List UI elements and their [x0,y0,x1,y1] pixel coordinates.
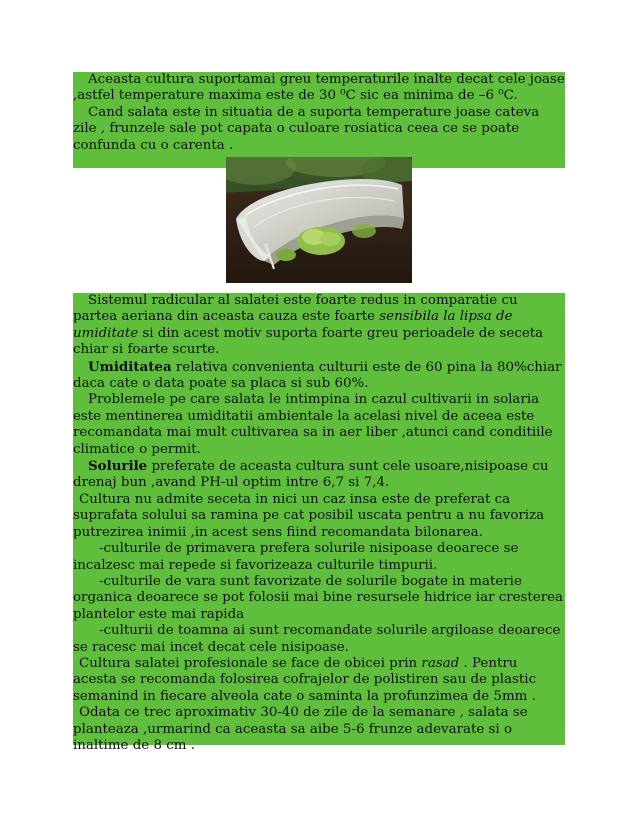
paragraph-planting: Odata ce trec aproximativ 30-40 de zile de la semanare , salata se planteaza ,urmarind ca aceasta sa aibe 5-6 frunze adevarate si o inaltime de 8 cm . [73,705,528,753]
paragraph-problems: Problemele pe care salata le intimpina in cazul cultivarii in solaria este mentinerea umiditatii ambientale la acelasi nivel de aceea este recomandata mai mult cultivarea sa in aer liber ,atunci cand conditiile climatice o permit. [73,392,553,457]
paragraph-spring-crops: -culturile de primavera prefera solurile nisipoase deoarece se incalzesc mai repede si favorizeaza culturile timpurii. [73,541,519,573]
lettuce-tunnel-photo [226,157,412,283]
paragraph-autumn-crops: -culturii de toamna ai sunt recomandate solurile argiloase deoarece se racesc mai incet decat cele nisipoase. [73,623,561,655]
paragraph-low-temperature: Cand salata este in situatia de a suporta temperature joase cateva zile , frunzele sale pot capata o culoare rosiatica ceea ce se poate confunda cu o carenta . [73,104,540,153]
paragraph-humidity [73,359,565,393]
paragraph-summer-crops: -culturile de vara sunt favorizate de solurile bogate in materie organica deoarece se pot folosii mai bine resursele hidrice iar cresterea plantelor este mai rapida [73,573,564,622]
text-block-main [73,293,565,753]
text-span: si din acest motiv suporta foarte greu perioadele de seceta chiar si foarte scurte. [73,325,544,358]
text-span: relativa convenienta culturii este de 60 pina la 80%chiar daca cate o data poate sa placa si sub 60%. [73,359,562,392]
italic-emphasis: rasad [421,655,460,671]
paragraph-root-system [73,293,565,359]
paragraph-drought: Cultura nu admite seceta in nici un caz insa este de preferat ca suprafata solului sa ramina pe cat posibil uscata pentru a nu favoriza putrezirea inimii ,in acest sens fiind recomandata bilonarea. [73,491,545,540]
paragraph-temperature: Aceasta cultura suportamai greu temperaturile inalte decat cele joase ,astfel temperature maxima este de 30 ⁰C sic ea minima de –6 ⁰C. [73,72,565,104]
lettuce-tunnel-icon [226,157,412,283]
text-block-intro [73,72,565,168]
bold-heading-soils: Solurile [88,458,148,475]
italic-emphasis: sensibila la lipsa de umiditate [73,309,513,341]
text-span: Cultura salatei profesionale se face de obicei prin [79,655,422,671]
bold-heading-humidity: Umiditatea [88,358,172,375]
text-span: . Pentru acesta se recomanda folosirea cofrajelor de polistiren sau de plastic semanind in fiecare alveola cate o saminta la profunzimea de 5mm . [73,655,537,704]
paragraph-seedlings [73,656,565,705]
text-span: preferate de aceasta cultura sunt cele usoare,nisipoase cu drenaj bun ,avand PH-ul optim intre 6,7 si 7,4. [73,459,549,491]
paragraph-soils [73,458,565,492]
text-span: Sistemul radicular al salatei este foarte redus in comparatie cu partea aeriana din aceasta cauza este foarte [73,293,518,325]
